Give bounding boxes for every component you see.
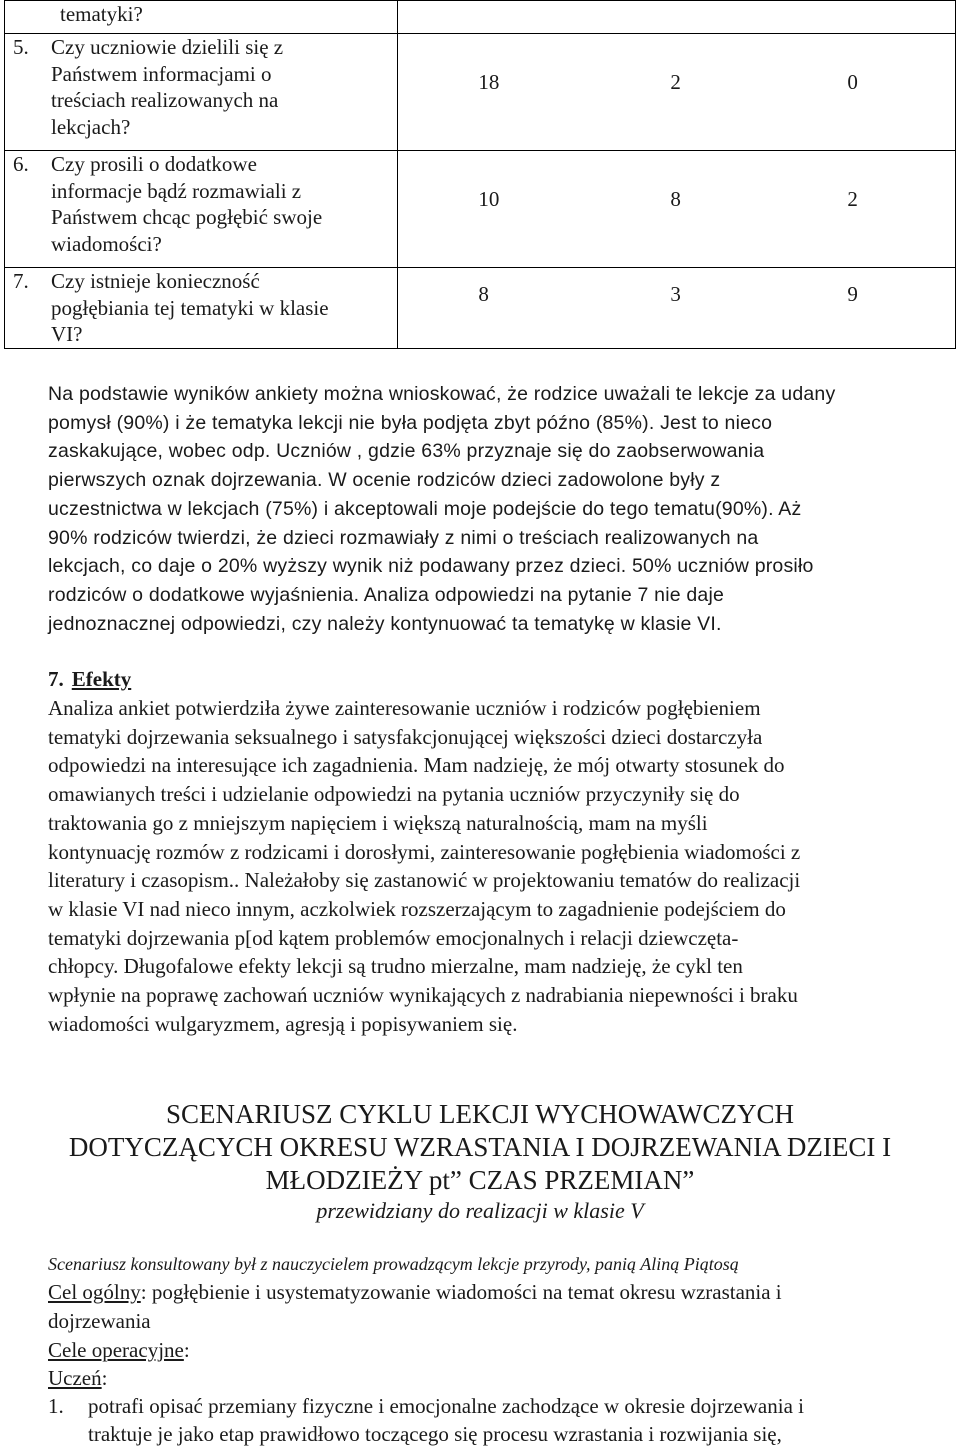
question-cell xyxy=(5,151,398,268)
value-yes: 18 xyxy=(478,70,500,94)
paragraph-line: tematyki dojrzewania p[od kątem problemów emocjonalnych i relacji dziewczęta- xyxy=(48,925,739,950)
list-line: traktuje je jako etap prawidłowo toczącego się procesu wzrastania i rozwijania się, xyxy=(88,1422,782,1446)
paragraph-line: 90% rodziców twierdzi, że dzieci rozmawiały z nimi o treściach realizowanych na xyxy=(48,526,759,549)
answer-cell xyxy=(398,268,956,349)
paragraph-line: tematyki dojrzewania seksualnego i satysfakcjonującej większości dzieci dostarczyła xyxy=(48,724,763,749)
survey-summary-paragraph xyxy=(48,380,928,638)
value-no: 8 xyxy=(670,187,681,211)
answer-cell xyxy=(398,34,956,151)
section-number: 7. xyxy=(48,667,64,691)
title-line: SCENARIUSZ CYKLU LEKCJI WYCHOWAWCZYCH xyxy=(165,1099,795,1129)
value-no: 2 xyxy=(670,70,681,94)
student-label-line xyxy=(48,1364,928,1393)
list-text xyxy=(88,1392,804,1448)
question-number: 7. xyxy=(13,269,29,293)
answer-cell xyxy=(398,151,956,268)
paragraph-line: wiadomości wulgaryzmem, agresją i popisywaniem się. xyxy=(48,1011,518,1036)
question-text xyxy=(51,151,397,267)
scenario-title xyxy=(0,1098,960,1197)
consultation-note: Scenariusz konsultowany był z nauczycielem prowadzącym lekcje przyrody, panią Aliną Piątosą xyxy=(48,1254,739,1274)
question-line: informacje bądź rozmawiali z xyxy=(51,178,302,203)
question-line: wiadomości? xyxy=(51,231,162,256)
table-row xyxy=(5,151,956,268)
question-line: Czy prosili o dodatkowe xyxy=(51,152,257,176)
title-line: DOTYCZĄCYCH OKRESU WZRASTANIA I DOJRZEWANIA DZIECI I xyxy=(68,1132,892,1162)
effects-paragraph xyxy=(48,694,928,1038)
question-item xyxy=(5,268,397,348)
value-no: 3 xyxy=(670,282,681,306)
table-row xyxy=(5,268,956,349)
question-line: VI? xyxy=(51,322,83,346)
paragraph-line: uczestnictwa w lekcjach (75%) i akceptowali moje podejście do tego tematu(90%). Aż xyxy=(48,497,802,520)
section-title: Efekty xyxy=(71,667,132,691)
list-number: 1. xyxy=(48,1394,64,1418)
value-unknown: 9 xyxy=(847,282,858,306)
colon: : xyxy=(183,1338,190,1362)
paragraph-line: traktowania go z mniejszym napięciem i większą naturalnością, mam na myśli xyxy=(48,810,708,835)
question-line: Czy istnieje konieczność xyxy=(51,269,260,293)
paragraph-line: Analiza ankiet potwierdziła żywe zainteresowanie uczniów i rodziców pogłębieniem xyxy=(48,696,761,720)
survey-results-table xyxy=(4,0,956,349)
question-line: pogłębiania tej tematyki w klasie xyxy=(51,295,329,320)
operational-label: Cele operacyjne xyxy=(48,1338,184,1362)
value-unknown: 2 xyxy=(847,187,858,211)
paragraph-line: odpowiedzi na interesujące ich zagadnienia. Mam nadzieję, że mój otwarty stosunek do xyxy=(48,753,785,778)
question-text xyxy=(51,268,397,348)
list-item xyxy=(48,1392,938,1448)
table-row xyxy=(5,1,956,34)
answer-cell xyxy=(398,1,956,34)
section-heading xyxy=(48,667,131,692)
table-row xyxy=(5,34,956,151)
answer-values xyxy=(398,268,955,348)
question-line: lekcjach? xyxy=(51,114,131,139)
paragraph-line: omawianych treści i udzielanie odpowiedzi na pytania uczniów przyczyniły się do xyxy=(48,782,740,807)
answer-values xyxy=(398,34,955,150)
paragraph-line: zaskakujące, wobec odp. Uczniów , gdzie 63% przyznaje się do zaobserwowania xyxy=(48,440,765,463)
question-line: Czy uczniowie dzielili się z xyxy=(51,35,284,59)
question-item xyxy=(5,34,397,150)
scenario-subtitle: przewidziany do realizacji w klasie V xyxy=(316,1198,644,1223)
question-number: 6. xyxy=(13,152,29,176)
paragraph-line: kontynuację rozmów z rodzicami i dorosłymi, zainteresowanie pogłębienia wiadomości z xyxy=(48,839,801,864)
paragraph-line: chłopcy. Długofalowe efekty lekcji są trudno mierzalne, mam nadzieję, że cykl ten xyxy=(48,954,743,979)
question-cell xyxy=(5,1,398,34)
title-line: MŁODZIEŻY pt” CZAS PRZEMIAN” xyxy=(265,1165,695,1195)
paragraph-line: w klasie VI nad nieco innym, aczkolwiek rozszerzającym to zagadnienie podejściem do xyxy=(48,896,786,921)
value-yes: 10 xyxy=(478,187,500,211)
value-unknown: 0 xyxy=(847,70,858,94)
goal-text: : pogłębienie i usystematyzowanie wiadomości na temat okresu wzrastania i xyxy=(140,1280,782,1304)
answer-values xyxy=(398,151,955,267)
list-line: potrafi opisać przemiany fizyczne i emocjonalne zachodzące w okresie dojrzewania i xyxy=(88,1394,804,1418)
question-continuation: tematyki? xyxy=(60,2,143,26)
paragraph-line: lekcjach, co daje o 20% wyższy wynik niż podawany przez dzieci. 50% uczniów prosiło xyxy=(48,555,814,578)
paragraph-line: pomysł (90%) i że tematyka lekcji nie była podjęta zbyt późno (85%). Jest to nieco xyxy=(48,411,773,434)
paragraph-line: wpłynie na poprawę zachowań uczniów wynikających z nadrabiania niepewności i braku xyxy=(48,983,798,1008)
paragraph-line: rodziców o dodatkowe wyjaśnienia. Analiza odpowiedzi na pytanie 7 nie daje xyxy=(48,583,725,606)
paragraph-line: literatury i czasopism.. Należałoby się zastanowić w projektowaniu tematów do realizacji xyxy=(48,868,801,893)
question-cell xyxy=(5,34,398,151)
question-number: 5. xyxy=(13,35,29,59)
paragraph-line: pierwszych oznak dojrzewania. W ocenie rodziców dzieci zadowolone były z xyxy=(48,469,721,492)
colon: : xyxy=(101,1366,108,1390)
question-line: treściach realizowanych na xyxy=(51,88,279,112)
paragraph-line: jednoznacznej odpowiedzi, czy należy kontynuować ta tematykę w klasie VI. xyxy=(48,612,722,635)
question-line: Państwem chcąc pogłębić swoje xyxy=(51,205,323,229)
paragraph-line: Na podstawie wyników ankiety można wnioskować, że rodzice uważali te lekcje za udany xyxy=(48,383,836,405)
operational-goals xyxy=(48,1336,928,1365)
value-yes: 8 xyxy=(478,282,489,306)
question-line: Państwem informacjami o xyxy=(51,61,272,86)
goal-text-cont: dojrzewania xyxy=(48,1308,151,1333)
goal-label: Cel ogólny xyxy=(48,1280,141,1304)
question-item xyxy=(5,151,397,267)
question-text xyxy=(51,34,397,150)
student-label: Uczeń xyxy=(48,1366,102,1390)
question-cell xyxy=(5,268,398,349)
general-goal xyxy=(48,1278,928,1335)
